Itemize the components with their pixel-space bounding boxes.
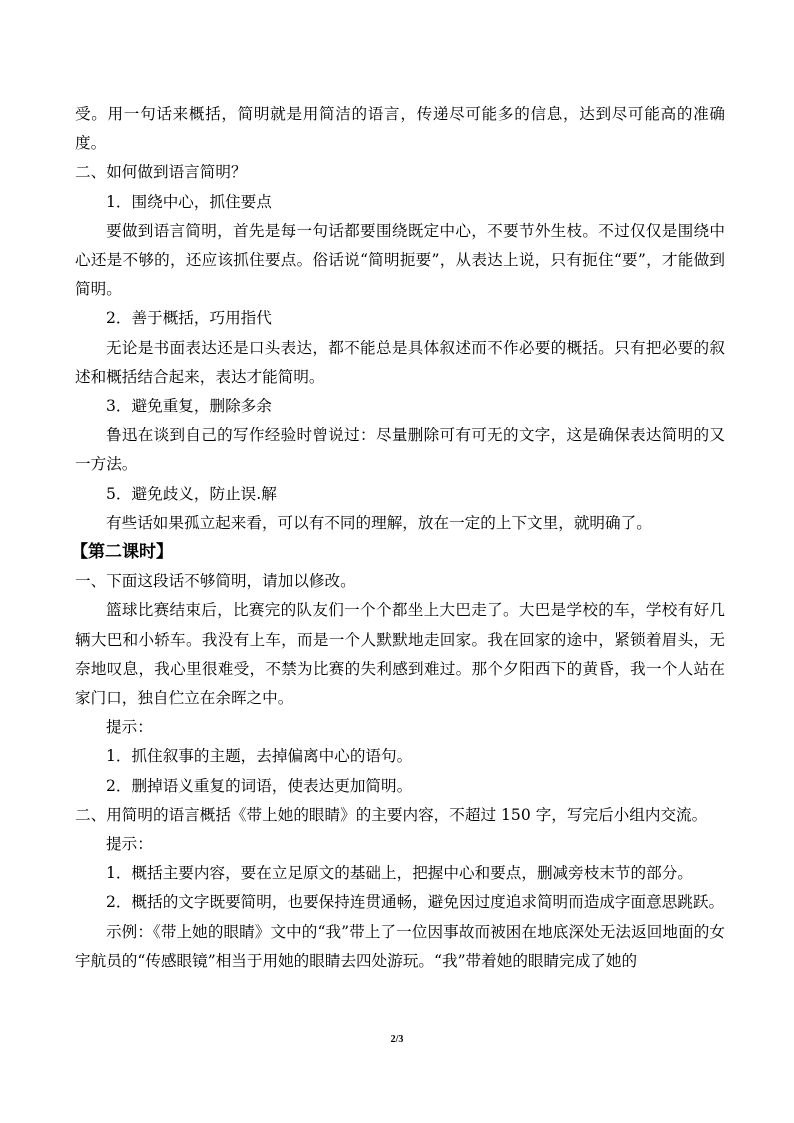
paragraph-summarize: 无论是书面表达还是口头表达，都不能总是具体叙述而不作必要的概括。只有把必要的叙述和概括结合起来，表达才能简明。: [75, 338, 725, 386]
hint-label-two: 提示：: [106, 835, 153, 854]
subheading-summarize: 2．善于概括，巧用指代: [106, 309, 272, 328]
page-number: 2/3: [390, 1034, 404, 1045]
example-paragraph: 示例：《带上她的眼睛》文中的“我”带上了一位因事故而被困在地底深处无法返回地面的女宇航员的“传感眼镜”相当于用她的眼睛去四处游玩。“我”带着她的眼睛完成了她的: [75, 922, 725, 970]
hint-label-one: 提示：: [106, 718, 153, 737]
hint-two-item-one: 1．概括主要内容，要在立足原文的基础上，把握中心和要点，删减旁枝末节的部分。: [106, 864, 693, 883]
subheading-avoid-ambiguity: 5．避免歧义，防止误.解: [106, 484, 277, 503]
paragraph-basketball: 篮球比赛结束后，比赛完的队友们一个个都坐上大巴走了。大巴是学校的车，学校有好几辆大巴和小轿车。我没有上车，而是一个人默默地走回家。我在回家的途中，紧锁着眉头，无奈地叹息，我心里很难受，不禁为比赛的失利感到难过。那个夕阳西下的黄昏，我一个人站在家门口，独自伫立在余晖之中。: [75, 601, 725, 708]
question-two: 二、用简明的语言概括《带上她的眼睛》的主要内容，不超过 150 字，写完后小组内交流。: [75, 805, 708, 824]
hint-one-item-one: 1．抓住叙事的主题，去掉偏离中心的语句。: [106, 747, 413, 766]
subheading-avoid-repetition: 3．避免重复，删除多余: [106, 397, 272, 416]
paragraph-avoid-ambiguity: 有些话如果孤立起来看，可以有不同的理解，放在一定的上下文里，就明确了。: [106, 513, 652, 532]
question-one: 一、下面这段话不够简明，请加以修改。: [75, 572, 356, 591]
subheading-focus-center: 1．围绕中心，抓住要点: [106, 192, 272, 211]
lesson-heading: 【第二课时】: [71, 542, 173, 563]
hint-one-item-two: 2．删掉语义重复的词语，使表达更加简明。: [106, 776, 413, 795]
paragraph-focus-center: 要做到语言简明，首先是每一句话都要围绕既定中心，不要节外生枝。不过仅仅是围绕中心还是不够的，还应该抓住要点。俗话说“简明扼要”，从表达上说，只有扼住“要”，才能做到简明。: [75, 221, 725, 299]
hint-two-item-two: 2．概括的文字既要简明，也要保持连贯通畅，避免因过度追求简明而造成字面意思跳跃。: [106, 893, 725, 912]
paragraph-avoid-repetition: 鲁迅在谈到自己的写作经验时曾说过：尽量删除可有可无的文字，这是确保表达简明的又一方法。: [75, 426, 725, 474]
document-body: [71, 100, 725, 976]
section-heading-how-to: 二、如何做到语言简明？: [75, 163, 247, 182]
paragraph-intro-continued: 受。用一句话来概括，简明就是用简洁的语言，传递尽可能多的信息，达到尽可能高的准确度。: [75, 105, 725, 153]
